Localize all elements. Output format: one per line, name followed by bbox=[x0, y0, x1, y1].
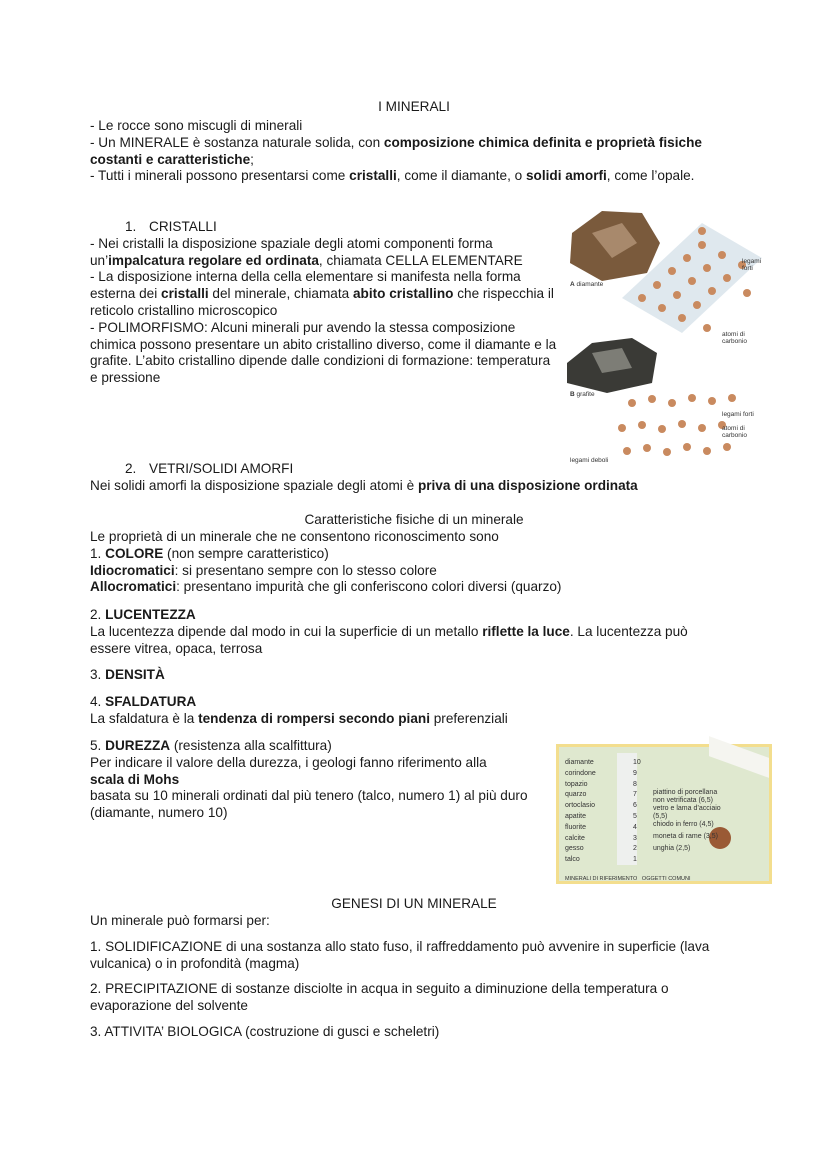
mineral-name: gesso bbox=[565, 845, 584, 853]
common-object-label: chiodo in ferro (4,5) bbox=[653, 821, 714, 828]
genesi-section bbox=[90, 913, 730, 1041]
sfaldatura-text: La sfaldatura è la tendenza di rompersi secondo piani preferenziali bbox=[90, 710, 508, 726]
mineral-name: apatite bbox=[565, 813, 587, 820]
mineral-name: fluorite bbox=[565, 823, 587, 831]
mineral-name: diamante bbox=[565, 759, 594, 766]
durezza-text: Per indicare il valore della durezza, i geologi fanno riferimento alla scala di Mohs bbox=[90, 754, 487, 787]
mohs-footer-left: MINERALI DI RIFERIMENTO bbox=[565, 876, 638, 882]
durezza-text-2: basata su 10 minerali ordinati dal più tenero (talco, numero 1) al più duro (diamante, numero 10) bbox=[90, 788, 528, 821]
mohs-scale-figure bbox=[556, 744, 772, 884]
colore-title: 1. COLORE (non sempre caratteristico) bbox=[90, 545, 329, 561]
hardness-value: 2 bbox=[633, 845, 637, 853]
diamond-graphite-figure: A diamante legami forti atomi di carbonio B grafite legami forti atomi di carbonio legami deboli bbox=[562, 203, 772, 465]
cristalli-p2: - La disposizione interna della cella elementare si manifesta nella forma esterna dei cristalli del minerale, chiamata abito cristallino che rispecchia il reticolo cristallino microscopico bbox=[90, 269, 554, 318]
diamante-label: diamante bbox=[576, 281, 604, 288]
allocromatici: Allocromatici: presentano impurità che gli conferiscono colori diversi (quarzo) bbox=[90, 579, 562, 595]
densita-title: 3. DENSITÀ bbox=[90, 667, 165, 682]
common-object-label: piattino di porcellana non vetrificata (6,5) bbox=[653, 789, 718, 804]
lucentezza-title: 2. LUCENTEZZA bbox=[90, 607, 196, 622]
vetri-heading: 2. VETRI/SOLIDI AMORFI bbox=[125, 461, 294, 476]
grafite-label: grafite bbox=[576, 391, 595, 398]
cristalli-heading: 1. CRISTALLI bbox=[125, 219, 217, 234]
idiocromatici: Idiocromatici: si presentano sempre con lo stesso colore bbox=[90, 562, 437, 578]
caratteristiche-heading: Caratteristiche fisiche di un minerale bbox=[304, 512, 524, 527]
intro-section bbox=[90, 118, 740, 185]
cristalli-p1: - Nei cristalli la disposizione spaziale degli atomi componenti forma un’impalcatura regolare ed ordinata, chiamata CELLA ELEMENTARE bbox=[90, 235, 523, 268]
hardness-value: 3 bbox=[633, 834, 637, 842]
genesi-heading: GENESI DI UN MINERALE bbox=[331, 896, 497, 911]
mohs-mineral-row bbox=[565, 852, 640, 869]
genesi-item: 3. ATTIVITA’ BIOLOGICA (costruzione di gusci e scheletri) bbox=[90, 1023, 440, 1039]
vetri-p1: Nei solidi amorfi la disposizione spaziale degli atomi è priva di una disposizione ordinata bbox=[90, 477, 638, 493]
sfaldatura-section bbox=[90, 694, 740, 728]
common-object-label: unghia (2,5) bbox=[653, 845, 691, 852]
mineral-name: talco bbox=[565, 856, 580, 864]
genesi-item: 2. PRECIPITAZIONE di sostanze disciolte in acqua in seguito a diminuzione della temperatura o evaporazione del solvente bbox=[90, 981, 669, 1014]
hardness-value: 5 bbox=[633, 813, 637, 820]
intro-line-2: - Un MINERALE è sostanza naturale solida, con composizione chimica definita e proprietà fisiche costanti e caratteristiche; bbox=[90, 134, 702, 167]
lucentezza-section bbox=[90, 607, 690, 657]
atomi-label-b: atomi di carbonio bbox=[722, 425, 747, 439]
hardness-value: 6 bbox=[633, 802, 637, 810]
durezza-section bbox=[90, 738, 550, 822]
caratteristiche-intro: Le proprietà di un minerale che ne consentono riconoscimento sono bbox=[90, 529, 499, 544]
genesi-item: 1. SOLIDIFICAZIONE di una sostanza allo stato fuso, il raffreddamento può avvenire in superficie (lava vulcanica) o in profondità (magma) bbox=[90, 938, 710, 971]
atomi-label-a: atomi di carbonio bbox=[722, 331, 747, 345]
vetri-section bbox=[90, 461, 740, 495]
genesi-intro: Un minerale può formarsi per: bbox=[90, 913, 270, 928]
hardness-value: 10 bbox=[633, 759, 641, 766]
sfaldatura-title: 4. SFALDATURA bbox=[90, 694, 197, 709]
common-object-label: moneta di rame (3,5) bbox=[653, 833, 718, 840]
legami-deboli-label: legami deboli bbox=[570, 457, 609, 464]
page-title: I MINERALI bbox=[378, 99, 450, 114]
hardness-value: 8 bbox=[633, 780, 637, 788]
mineral-name: corindone bbox=[565, 769, 596, 777]
legami-forti-label-a: legami forti bbox=[742, 258, 762, 272]
common-object-label: vetro e lama d’acciaio (5,5) bbox=[653, 805, 721, 820]
hardness-value: 4 bbox=[633, 823, 637, 831]
mohs-footer-right: OGGETTI COMUNI bbox=[641, 876, 691, 882]
hardness-value: 1 bbox=[633, 856, 637, 864]
mineral-name: topazio bbox=[565, 780, 588, 788]
mineral-name: quarzo bbox=[565, 791, 587, 799]
intro-line-1: - Le rocce sono miscugli di minerali bbox=[90, 118, 303, 133]
colore-section bbox=[90, 529, 740, 596]
mineral-name: ortoclasio bbox=[565, 802, 595, 810]
hardness-value: 9 bbox=[633, 769, 637, 777]
cristalli-section bbox=[90, 219, 560, 387]
durezza-title: 5. DUREZZA (resistenza alla scalfittura) bbox=[90, 738, 332, 753]
lucentezza-text: La lucentezza dipende dal modo in cui la superficie di un metallo riflette la luce. La lucentezza può essere vitrea, opaca, terrosa bbox=[90, 623, 688, 656]
hardness-value: 7 bbox=[633, 791, 637, 799]
intro-line-3: - Tutti i minerali possono presentarsi come cristalli, come il diamante, o solidi amorfi, come l’opale. bbox=[90, 168, 695, 184]
cristalli-p3: - POLIMORFISMO: Alcuni minerali pur avendo la stessa composizione chimica possono presentare un abito cristallino diverso, come il diamante e la grafite. L’abito cristallino dipende dalle condizioni di formazione: temperatura e pressione bbox=[90, 319, 557, 386]
mineral-name: calcite bbox=[565, 834, 585, 842]
legami-forti-label-b: legami forti bbox=[722, 411, 754, 418]
